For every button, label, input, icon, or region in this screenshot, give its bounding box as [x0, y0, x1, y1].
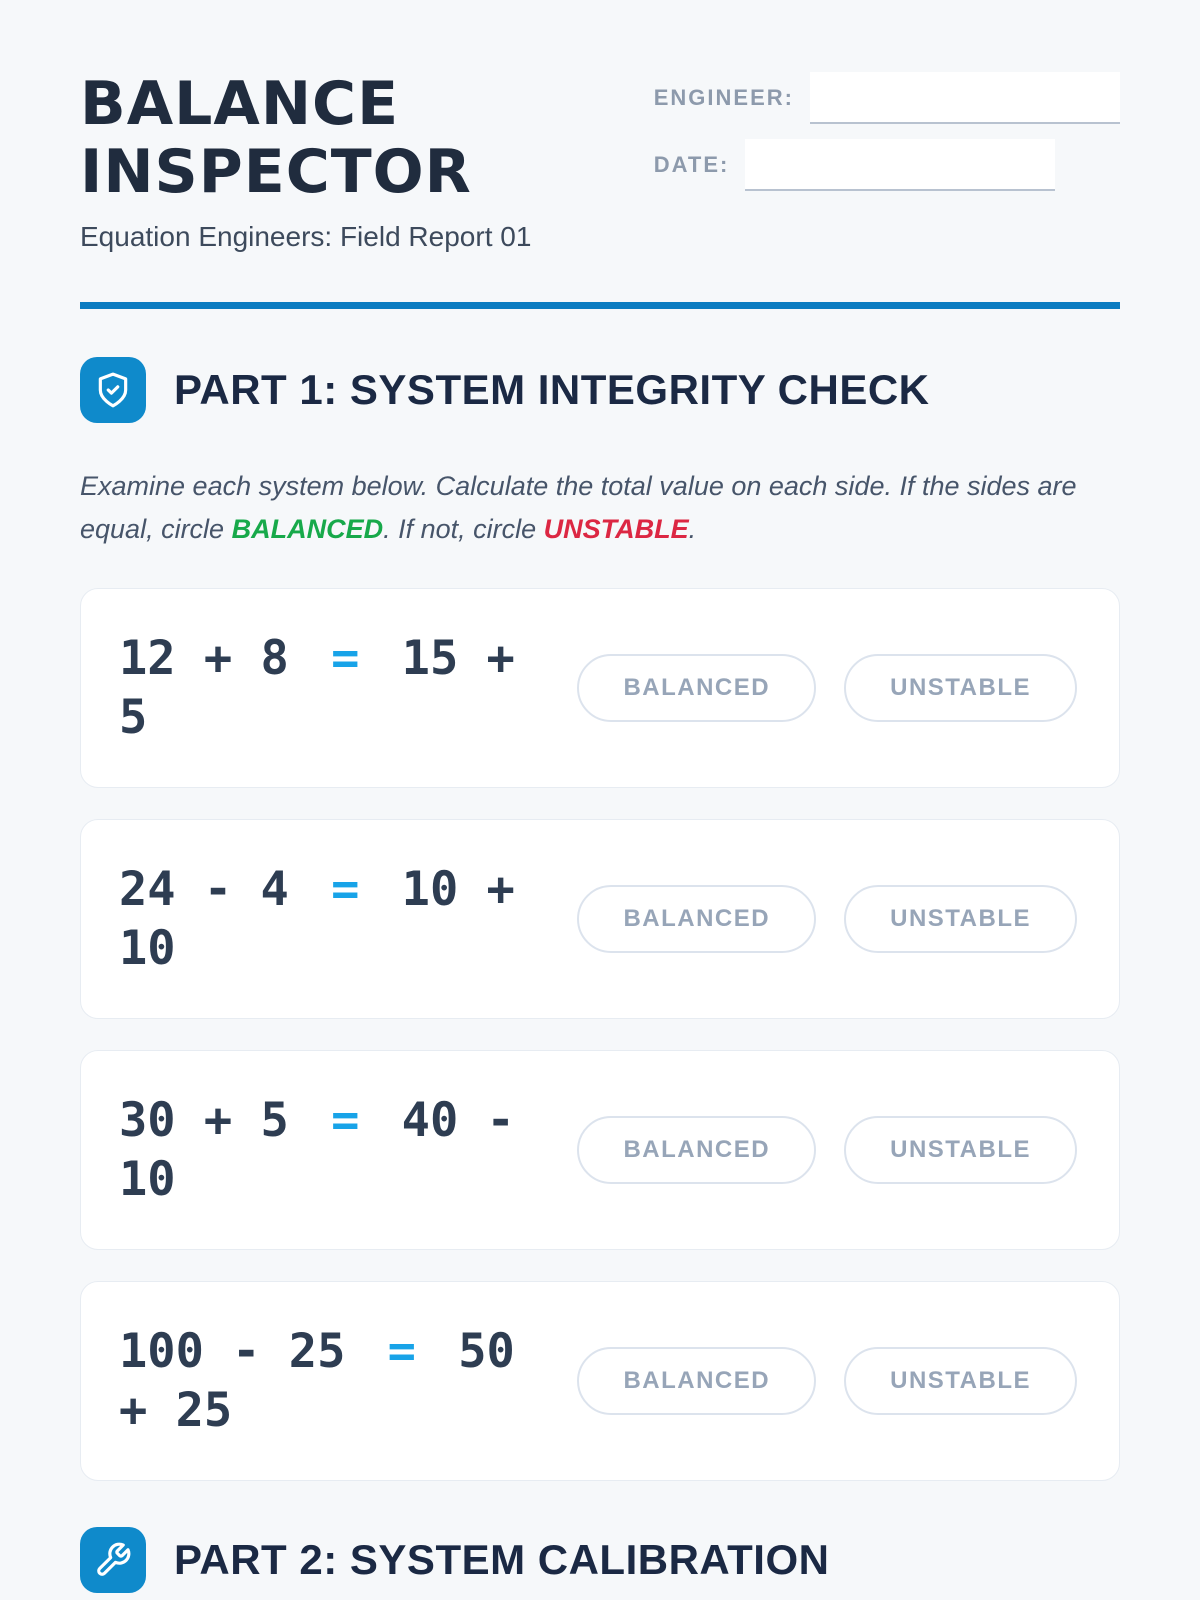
equation-right-expression: 10 + 10 [119, 862, 515, 976]
engineer-field-row [654, 72, 1120, 124]
equals-sign: = [331, 862, 360, 917]
engineer-label: ENGINEER: [653, 85, 794, 110]
page-title [80, 70, 531, 206]
balanced-button[interactable]: BALANCED [577, 654, 816, 722]
date-label: DATE: [653, 152, 730, 177]
equation-right-expression: 40 - 10 [119, 1093, 515, 1207]
unstable-button[interactable]: UNSTABLE [844, 654, 1077, 722]
worksheet-header [80, 70, 1120, 254]
answer-choices [577, 654, 1077, 722]
equals-sign: = [331, 631, 360, 686]
balanced-button[interactable]: BALANCED [577, 1116, 816, 1184]
equation [119, 860, 549, 978]
equation [119, 629, 549, 747]
unstable-button[interactable]: UNSTABLE [844, 885, 1077, 953]
date-field-row [654, 139, 1120, 191]
balanced-button[interactable]: BALANCED [577, 1347, 816, 1415]
equals-sign: = [331, 1093, 360, 1148]
shield-check-icon [80, 357, 146, 423]
page-subtitle: Equation Engineers: Field Report 01 [80, 221, 532, 252]
equation-left-expression: 30 + 5 [119, 1093, 289, 1148]
balanced-button[interactable]: BALANCED [577, 885, 816, 953]
equation-left-expression: 12 + 8 [119, 631, 289, 686]
date-input[interactable] [745, 139, 1055, 191]
part2-section [80, 1527, 1120, 1593]
equation-card [80, 819, 1120, 1019]
part2-header [80, 1527, 1120, 1593]
answer-choices [577, 1116, 1077, 1184]
equals-sign: = [387, 1324, 416, 1379]
engineer-input[interactable] [810, 72, 1120, 124]
equation-card [80, 1281, 1120, 1481]
part1-header [80, 357, 1120, 423]
equation-left-expression: 24 - 4 [119, 862, 289, 917]
wrench-icon [80, 1527, 146, 1593]
equation-card [80, 1050, 1120, 1250]
equation [119, 1091, 549, 1209]
header-divider [80, 302, 1120, 309]
unstable-button[interactable]: UNSTABLE [844, 1116, 1077, 1184]
header-fields [654, 72, 1120, 206]
instructions-unstable-word: UNSTABLE [543, 514, 689, 544]
header-title-block [80, 70, 531, 254]
equation-card [80, 588, 1120, 788]
page-title-line2: INSPECTOR [80, 137, 472, 207]
answer-choices [577, 885, 1077, 953]
equation-right-expression: 50 + 25 [119, 1324, 515, 1438]
page-title-line1: BALANCE [80, 69, 400, 139]
equation-left-expression: 100 - 25 [119, 1324, 346, 1379]
part1-title: PART 1: SYSTEM INTEGRITY CHECK [174, 366, 930, 413]
instructions-seg2: . If not, circle [383, 514, 544, 544]
part2-title: PART 2: SYSTEM CALIBRATION [174, 1536, 830, 1583]
answer-choices [577, 1347, 1077, 1415]
instructions-balanced-word: BALANCED [231, 514, 384, 544]
equation [119, 1322, 549, 1440]
equation-card-list [80, 588, 1120, 1481]
part1-section [80, 357, 1120, 1481]
part1-instructions [80, 465, 1090, 551]
equation-right-expression: 15 + 5 [119, 631, 515, 745]
instructions-seg3: . [688, 514, 697, 544]
instructions-seg1: Examine each system below. Calculate the total value on each side. If the sides are equal, circle [80, 471, 1077, 544]
unstable-button[interactable]: UNSTABLE [844, 1347, 1077, 1415]
